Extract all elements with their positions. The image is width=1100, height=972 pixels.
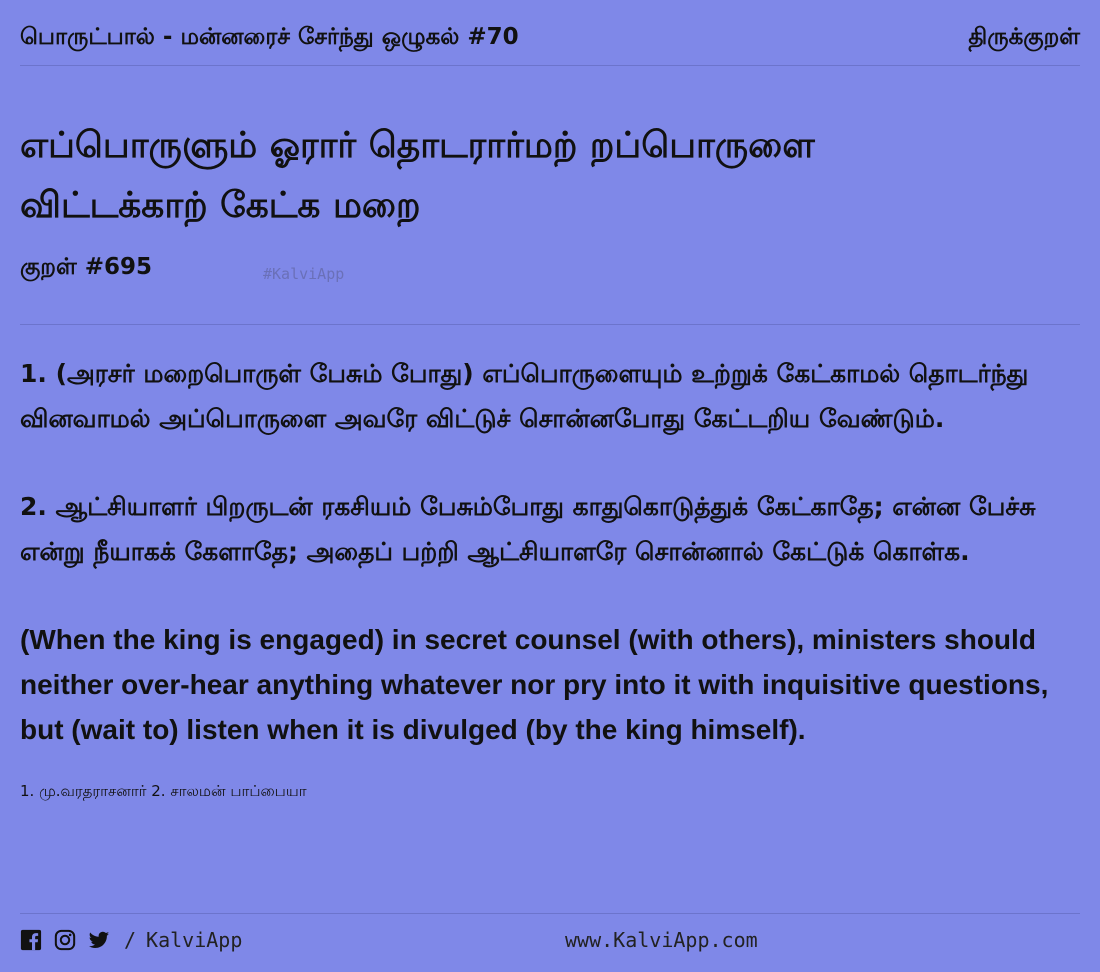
twitter-icon[interactable] (88, 929, 110, 951)
page (20, 0, 1080, 972)
facebook-icon[interactable] (20, 929, 42, 951)
credits: 1. மு.வரதராசனார் 2. சாலமன் பாப்பையா (20, 782, 307, 800)
explanation-tamil-1: 1. (அரசர் மறைபொருள் பேசும் போது) எப்பொருளையும் உற்றுக் கேட்காமல் தொடர்ந்து வினவாமல் அப்பொருளை அவரே விட்டுச் சொன்னபோது கேட்டறிய வேண்டும். (20, 359, 1029, 433)
footer (20, 913, 1080, 964)
instagram-icon[interactable] (54, 929, 76, 951)
footer-separator: / (124, 928, 137, 952)
social-links (20, 928, 242, 952)
kural-verse (20, 116, 1080, 236)
kural-number: குறள் #695 (20, 254, 153, 280)
header (20, 0, 1080, 66)
book-title: திருக்குறள் (968, 24, 1080, 50)
kural-line-1: எப்பொருளும் ஓரார் தொடரார்மற் றப்பொருளை (20, 125, 815, 166)
section-title: பொருட்பால் - மன்னரைச் சேர்ந்து ஒழுகல் #70 (20, 24, 519, 50)
kural-meta (20, 254, 1080, 325)
explanation-tamil-2: 2. ஆட்சியாளர் பிறருடன் ரகசியம் பேசும்போது காதுகொடுத்துக் கேட்காதே; என்ன பேச்சு என்று நீயாகக் கேளாதே; அதைப் பற்றி ஆட்சியாளரே சொன்னால் கேட்டுக் கொள்க. (20, 492, 1036, 566)
explanations (20, 351, 1080, 752)
website-link[interactable]: www.KalviApp.com (565, 928, 758, 952)
brand-handle[interactable]: KalviApp (146, 928, 243, 952)
hashtag: #KalviApp (263, 265, 345, 283)
explanation-english: (When the king is engaged) in secret counsel (with others), ministers should neither over-hear anything whatever nor pry into it with inquisitive questions, but (wait to) listen when it is divulged (by the king himself). (20, 624, 1049, 745)
kural-line-2: விட்டக்காற் கேட்க மறை (20, 185, 421, 226)
